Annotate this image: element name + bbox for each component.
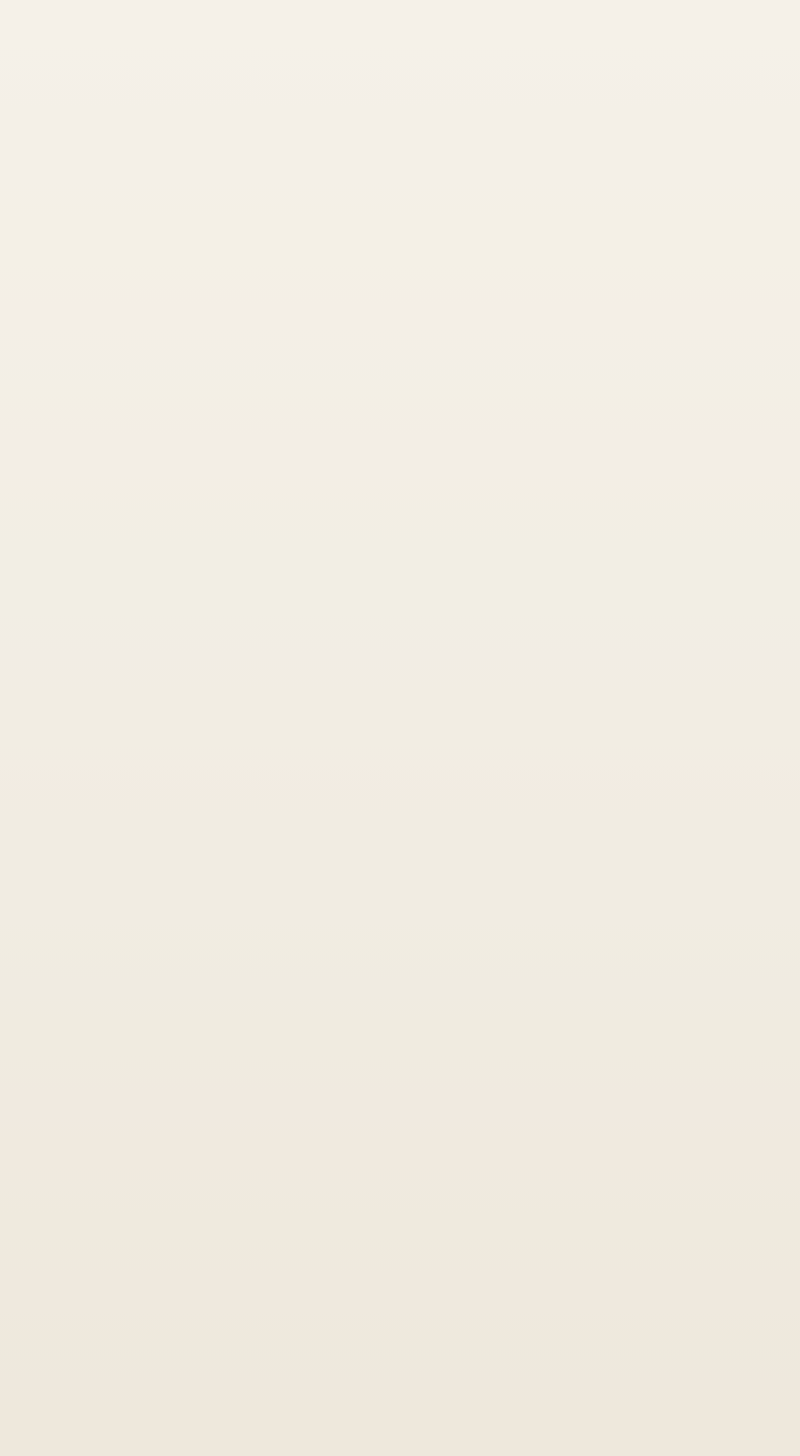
catchword [660, 0, 800, 46]
running-header [120, 40, 780, 100]
